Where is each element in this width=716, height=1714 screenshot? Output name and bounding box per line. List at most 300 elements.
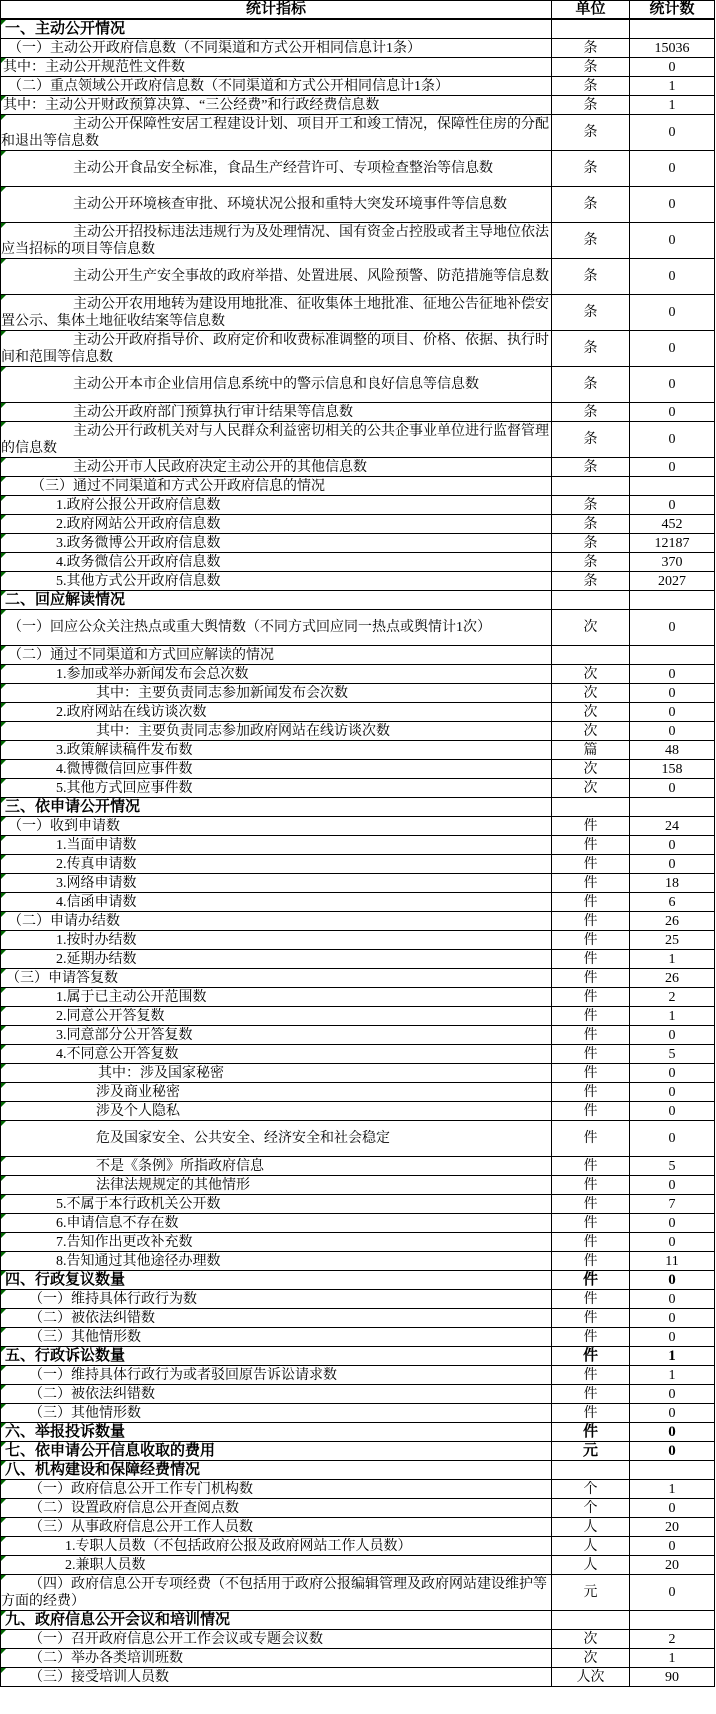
unit-cell: 人次	[552, 1668, 630, 1687]
indicator-cell	[1, 610, 552, 646]
value-cell: 2	[630, 988, 715, 1007]
unit-cell: 元	[552, 1575, 630, 1611]
indicator-label: （一）回应公众关注热点或重大舆情数（不同方式回应同一热点或舆情计1次）	[8, 620, 491, 635]
unit-cell: 条	[552, 223, 630, 259]
indicator-label: 主动公开食品安全标准，食品生产经营许可、专项检查整治等信息数	[73, 161, 493, 176]
indicator-cell	[1, 96, 552, 115]
indicator-label: 主动公开生产安全事故的政府举措、处置进展、风险预警、防范措施等信息数	[73, 269, 549, 284]
value-cell: 1	[630, 1007, 715, 1026]
table-row	[1, 1102, 715, 1121]
indicator-cell	[1, 295, 552, 331]
unit-cell: 件	[552, 969, 630, 988]
indicator-cell	[1, 1157, 552, 1176]
value-cell: 0	[630, 1176, 715, 1195]
indicator-cell	[1, 19, 552, 39]
value-cell: 12187	[630, 534, 715, 553]
table-row	[1, 893, 715, 912]
table-row	[1, 665, 715, 684]
indicator-cell	[1, 515, 552, 534]
indicator-label: 4.政务微信公开政府信息数	[56, 554, 221, 570]
indicator-label: 主动公开保障性安居工程建设计划、项目开工和竣工情况，保障性住房的分配和退出等信息数	[1, 116, 549, 149]
value-cell: 20	[630, 1556, 715, 1575]
value-cell: 0	[630, 58, 715, 77]
indicator-cell	[1, 817, 552, 836]
indicator-cell	[1, 367, 552, 403]
value-cell: 0	[630, 1102, 715, 1121]
indicator-label: 危及国家安全、公共安全、经济安全和社会稳定	[96, 1131, 390, 1146]
table-row	[1, 1556, 715, 1575]
table-row	[1, 187, 715, 223]
table-row	[1, 1404, 715, 1423]
value-cell: 20	[630, 1518, 715, 1537]
indicator-label: 主动公开行政机关对与人民群众利益密切相关的公共企事业单位进行监督管理的信息数	[1, 423, 549, 456]
indicator-label: 3.网络申请数	[56, 875, 137, 891]
table-row	[1, 58, 715, 77]
indicator-label: 4.微博微信回应事件数	[56, 761, 193, 777]
table-row	[1, 259, 715, 295]
value-cell: 7	[630, 1195, 715, 1214]
unit-cell: 件	[552, 912, 630, 931]
value-cell: 1	[630, 950, 715, 969]
value-cell: 1	[630, 1649, 715, 1668]
table-row	[1, 1064, 715, 1083]
col-header-indicator: 统计指标	[1, 1, 552, 20]
unit-cell: 个	[552, 1480, 630, 1499]
indicator-label: 五、行政诉讼数量	[5, 1347, 126, 1364]
indicator-label: 4.不同意公开答复数	[56, 1046, 179, 1062]
value-cell: 0	[630, 1499, 715, 1518]
value-cell: 26	[630, 969, 715, 988]
indicator-cell	[1, 223, 552, 259]
indicator-label: （二）重点领域公开政府信息数（不同渠道和方式公开相同信息计1条）	[8, 78, 449, 94]
cell-corner-flag-icon	[1, 610, 6, 615]
value-cell: 0	[630, 1575, 715, 1611]
indicator-cell	[1, 1176, 552, 1195]
indicator-cell	[1, 1233, 552, 1252]
value-cell: 0	[630, 496, 715, 515]
table-row	[1, 1575, 715, 1611]
table-row	[1, 1649, 715, 1668]
unit-cell	[552, 477, 630, 496]
unit-cell	[552, 1461, 630, 1480]
unit-cell	[552, 19, 630, 39]
value-cell: 0	[630, 722, 715, 741]
indicator-cell	[1, 1252, 552, 1271]
table-row	[1, 1499, 715, 1518]
indicator-label: 8.告知通过其他途径办理数	[56, 1253, 221, 1269]
indicator-cell	[1, 1309, 552, 1328]
indicator-cell	[1, 1442, 552, 1461]
indicator-label: 不是《条例》所指政府信息	[96, 1158, 264, 1174]
value-cell: 0	[630, 1026, 715, 1045]
table-row	[1, 1195, 715, 1214]
table-row	[1, 1214, 715, 1233]
indicator-label: 一、主动公开情况	[5, 20, 126, 37]
indicator-cell	[1, 1195, 552, 1214]
indicator-label: 主动公开市人民政府决定主动公开的其他信息数	[73, 459, 367, 475]
value-cell: 0	[630, 610, 715, 646]
value-cell: 26	[630, 912, 715, 931]
value-cell: 1	[630, 96, 715, 115]
col-header-value: 统计数	[630, 1, 715, 20]
indicator-label: 5.其他方式公开政府信息数	[56, 573, 221, 589]
unit-cell: 人	[552, 1537, 630, 1556]
unit-cell: 人	[552, 1518, 630, 1537]
table-row	[1, 912, 715, 931]
value-cell: 0	[630, 779, 715, 798]
value-cell: 2	[630, 1630, 715, 1649]
indicator-label: （二）设置政府信息公开查阅点数	[29, 1500, 239, 1516]
indicator-label: 其中：涉及国家秘密	[98, 1065, 224, 1081]
table-row	[1, 534, 715, 553]
indicator-cell	[1, 151, 552, 187]
unit-cell: 件	[552, 836, 630, 855]
value-cell: 0	[630, 1290, 715, 1309]
value-cell: 25	[630, 931, 715, 950]
value-cell	[630, 591, 715, 610]
indicator-label: （三）通过不同渠道和方式公开政府信息的情况	[31, 478, 325, 494]
indicator-label: 其中：主动公开规范性文件数	[3, 59, 185, 75]
indicator-cell	[1, 1026, 552, 1045]
indicator-cell	[1, 1461, 552, 1480]
unit-cell	[552, 1611, 630, 1630]
col-header-unit: 单位	[552, 1, 630, 20]
table-row	[1, 874, 715, 893]
table-row	[1, 703, 715, 722]
indicator-label: 2.延期办结数	[56, 951, 137, 967]
indicator-cell	[1, 665, 552, 684]
table-row	[1, 96, 715, 115]
unit-cell: 件	[552, 1195, 630, 1214]
table-row	[1, 1045, 715, 1064]
value-cell: 1	[630, 1366, 715, 1385]
unit-cell: 条	[552, 39, 630, 58]
table-row	[1, 610, 715, 646]
table-row	[1, 367, 715, 403]
indicator-cell	[1, 572, 552, 591]
indicator-cell	[1, 1499, 552, 1518]
table-row	[1, 553, 715, 572]
unit-cell: 件	[552, 1366, 630, 1385]
table-row	[1, 1630, 715, 1649]
unit-cell: 次	[552, 684, 630, 703]
value-cell: 0	[630, 115, 715, 151]
unit-cell: 件	[552, 1404, 630, 1423]
indicator-cell	[1, 760, 552, 779]
value-cell: 0	[630, 422, 715, 458]
value-cell: 0	[630, 1233, 715, 1252]
indicator-label: 7.告知作出更改补充数	[56, 1234, 193, 1250]
unit-cell: 次	[552, 1649, 630, 1668]
indicator-cell	[1, 684, 552, 703]
table-row	[1, 496, 715, 515]
cell-corner-flag-icon	[1, 367, 6, 372]
indicator-cell	[1, 1347, 552, 1366]
indicator-cell	[1, 931, 552, 950]
unit-cell: 条	[552, 115, 630, 151]
indicator-cell	[1, 1328, 552, 1347]
unit-cell: 条	[552, 77, 630, 96]
unit-cell: 件	[552, 1007, 630, 1026]
unit-cell: 条	[552, 496, 630, 515]
table-row	[1, 1026, 715, 1045]
indicator-label: （四）政府信息公开专项经费（不包括用于政府公报编辑管理及政府网站建设维护等方面的经费）	[1, 1576, 547, 1609]
indicator-cell	[1, 1630, 552, 1649]
value-cell: 0	[630, 1442, 715, 1461]
value-cell: 452	[630, 515, 715, 534]
value-cell: 0	[630, 1423, 715, 1442]
value-cell: 0	[630, 1537, 715, 1556]
unit-cell: 件	[552, 874, 630, 893]
table-row	[1, 988, 715, 1007]
indicator-label: 其中：主要负责同志参加新闻发布会次数	[96, 685, 348, 701]
indicator-cell	[1, 950, 552, 969]
value-cell: 0	[630, 1309, 715, 1328]
table-row	[1, 1366, 715, 1385]
unit-cell: 件	[552, 1328, 630, 1347]
value-cell: 6	[630, 893, 715, 912]
indicator-label: （二）申请办结数	[8, 913, 120, 929]
indicator-label: （二）被依法纠错数	[29, 1310, 155, 1326]
unit-cell: 条	[552, 259, 630, 295]
indicator-label: 3.同意部分公开答复数	[56, 1027, 193, 1043]
table-row	[1, 1271, 715, 1290]
value-cell: 0	[630, 403, 715, 422]
unit-cell: 条	[552, 151, 630, 187]
value-cell: 90	[630, 1668, 715, 1687]
indicator-cell	[1, 1649, 552, 1668]
indicator-cell	[1, 553, 552, 572]
value-cell: 11	[630, 1252, 715, 1271]
table-row	[1, 1290, 715, 1309]
indicator-cell	[1, 1083, 552, 1102]
indicator-cell	[1, 1611, 552, 1630]
indicator-label: （二）被依法纠错数	[29, 1386, 155, 1402]
indicator-label: 二、回应解读情况	[5, 591, 126, 608]
indicator-cell	[1, 403, 552, 422]
unit-cell: 条	[552, 534, 630, 553]
indicator-cell	[1, 1556, 552, 1575]
indicator-label: 1.政府公报公开政府信息数	[56, 497, 221, 513]
value-cell: 158	[630, 760, 715, 779]
indicator-cell	[1, 988, 552, 1007]
table-row	[1, 931, 715, 950]
indicator-label: 主动公开农用地转为建设用地批准、征收集体土地批准、征地公告征地补偿安置公示、集体土地征收结案等信息数	[1, 296, 549, 329]
unit-cell: 件	[552, 1176, 630, 1195]
table-row	[1, 817, 715, 836]
unit-cell: 件	[552, 1233, 630, 1252]
table-row	[1, 836, 715, 855]
value-cell: 370	[630, 553, 715, 572]
table-row	[1, 1423, 715, 1442]
value-cell: 0	[630, 259, 715, 295]
unit-cell: 人	[552, 1556, 630, 1575]
table-row	[1, 779, 715, 798]
unit-cell: 件	[552, 1271, 630, 1290]
indicator-label: （三）从事政府信息公开工作人员数	[29, 1519, 253, 1535]
indicator-label: （三）接受培训人员数	[29, 1669, 169, 1685]
table-row	[1, 458, 715, 477]
unit-cell: 件	[552, 988, 630, 1007]
indicator-label: （一）收到申请数	[8, 818, 120, 834]
indicator-cell	[1, 422, 552, 458]
unit-cell: 件	[552, 1121, 630, 1157]
unit-cell: 件	[552, 1252, 630, 1271]
value-cell: 24	[630, 817, 715, 836]
table-row	[1, 1328, 715, 1347]
unit-cell: 个	[552, 1499, 630, 1518]
table-row	[1, 331, 715, 367]
indicator-cell	[1, 77, 552, 96]
indicator-cell	[1, 1045, 552, 1064]
value-cell: 0	[630, 187, 715, 223]
table-row	[1, 591, 715, 610]
indicator-label: （二）举办各类培训班数	[29, 1650, 183, 1666]
indicator-label: 四、行政复议数量	[5, 1271, 126, 1288]
value-cell: 48	[630, 741, 715, 760]
indicator-cell	[1, 259, 552, 295]
table-row	[1, 1668, 715, 1687]
indicator-label: （一）政府信息公开工作专门机构数	[29, 1481, 253, 1497]
indicator-label: 5.不属于本行政机关公开数	[56, 1196, 221, 1212]
value-cell: 18	[630, 874, 715, 893]
indicator-label: 三、依申请公开情况	[5, 798, 141, 815]
table-row	[1, 1233, 715, 1252]
table-row	[1, 1007, 715, 1026]
table-row	[1, 1157, 715, 1176]
table-row	[1, 151, 715, 187]
unit-cell	[552, 591, 630, 610]
unit-cell: 件	[552, 1102, 630, 1121]
table-row	[1, 798, 715, 817]
unit-cell: 条	[552, 96, 630, 115]
indicator-cell	[1, 722, 552, 741]
value-cell: 0	[630, 684, 715, 703]
indicator-cell	[1, 703, 552, 722]
unit-cell: 件	[552, 1347, 630, 1366]
indicator-label: 七、依申请公开信息收取的费用	[5, 1442, 216, 1459]
table-row	[1, 1252, 715, 1271]
table-row	[1, 1537, 715, 1556]
unit-cell: 件	[552, 817, 630, 836]
value-cell: 2027	[630, 572, 715, 591]
indicator-cell	[1, 534, 552, 553]
unit-cell: 元	[552, 1442, 630, 1461]
indicator-cell	[1, 646, 552, 665]
indicator-label: 主动公开本市企业信用信息系统中的警示信息和良好信息等信息数	[73, 377, 479, 392]
value-cell: 0	[630, 1404, 715, 1423]
value-cell	[630, 646, 715, 665]
table-row	[1, 1461, 715, 1480]
table-row	[1, 722, 715, 741]
indicator-label: 1.专职人员数（不包括政府公报及政府网站工作人员数）	[65, 1538, 412, 1554]
unit-cell: 件	[552, 1026, 630, 1045]
table-row	[1, 295, 715, 331]
indicator-label: 1.参加或举办新闻发布会总次数	[56, 666, 249, 682]
unit-cell: 条	[552, 403, 630, 422]
indicator-label: 其中：主要负责同志参加政府网站在线访谈次数	[96, 723, 390, 739]
indicator-label: （一）主动公开政府信息数（不同渠道和方式公开相同信息计1条）	[8, 40, 421, 56]
unit-cell: 件	[552, 1214, 630, 1233]
value-cell	[630, 477, 715, 496]
value-cell	[630, 19, 715, 39]
unit-cell: 次	[552, 703, 630, 722]
value-cell: 0	[630, 855, 715, 874]
indicator-label: 九、政府信息公开会议和培训情况	[5, 1611, 231, 1628]
unit-cell: 条	[552, 295, 630, 331]
value-cell: 0	[630, 223, 715, 259]
indicator-label: 4.信函申请数	[56, 894, 137, 910]
value-cell: 1	[630, 77, 715, 96]
value-cell: 0	[630, 665, 715, 684]
unit-cell: 条	[552, 187, 630, 223]
indicator-label: （三）申请答复数	[6, 970, 118, 986]
indicator-label: （三）其他情形数	[29, 1405, 141, 1421]
indicator-label: 八、机构建设和保障经费情况	[5, 1461, 201, 1478]
indicator-cell	[1, 855, 552, 874]
indicator-label: 六、举报投诉数量	[5, 1423, 126, 1440]
unit-cell: 件	[552, 1157, 630, 1176]
unit-cell: 件	[552, 1064, 630, 1083]
value-cell: 5	[630, 1045, 715, 1064]
indicator-label: 2.政府网站在线访谈次数	[56, 704, 207, 720]
indicator-label: 1.属于已主动公开范围数	[56, 989, 207, 1005]
indicator-cell	[1, 1668, 552, 1687]
table-row	[1, 477, 715, 496]
cell-corner-flag-icon	[1, 259, 6, 264]
table-row	[1, 223, 715, 259]
unit-cell: 件	[552, 1045, 630, 1064]
indicator-cell	[1, 969, 552, 988]
unit-cell: 件	[552, 950, 630, 969]
indicator-label: 1.当面申请数	[56, 837, 137, 853]
indicator-cell	[1, 1271, 552, 1290]
indicator-cell	[1, 1423, 552, 1442]
indicator-label: 3.政务微博公开政府信息数	[56, 535, 221, 551]
indicator-label: 2.政府网站公开政府信息数	[56, 516, 221, 532]
table-row	[1, 19, 715, 39]
unit-cell	[552, 798, 630, 817]
table-row	[1, 39, 715, 58]
indicator-label: 2.同意公开答复数	[56, 1008, 165, 1024]
indicator-cell	[1, 115, 552, 151]
unit-cell: 件	[552, 855, 630, 874]
indicator-label: （三）其他情形数	[29, 1329, 141, 1345]
table-row	[1, 115, 715, 151]
indicator-cell	[1, 458, 552, 477]
indicator-cell	[1, 1214, 552, 1233]
value-cell: 0	[630, 703, 715, 722]
table-row	[1, 403, 715, 422]
value-cell: 0	[630, 1385, 715, 1404]
indicator-cell	[1, 1385, 552, 1404]
table-row	[1, 1518, 715, 1537]
unit-cell: 次	[552, 760, 630, 779]
indicator-cell	[1, 187, 552, 223]
table-row	[1, 1385, 715, 1404]
unit-cell: 件	[552, 1385, 630, 1404]
value-cell: 15036	[630, 39, 715, 58]
indicator-label: 涉及商业秘密	[96, 1084, 180, 1100]
table-row	[1, 1611, 715, 1630]
indicator-label: 1.按时办结数	[56, 932, 137, 948]
unit-cell: 件	[552, 1083, 630, 1102]
value-cell: 0	[630, 1214, 715, 1233]
indicator-cell	[1, 591, 552, 610]
table-row	[1, 684, 715, 703]
indicator-label: 主动公开政府部门预算执行审计结果等信息数	[73, 404, 353, 420]
unit-cell: 条	[552, 367, 630, 403]
